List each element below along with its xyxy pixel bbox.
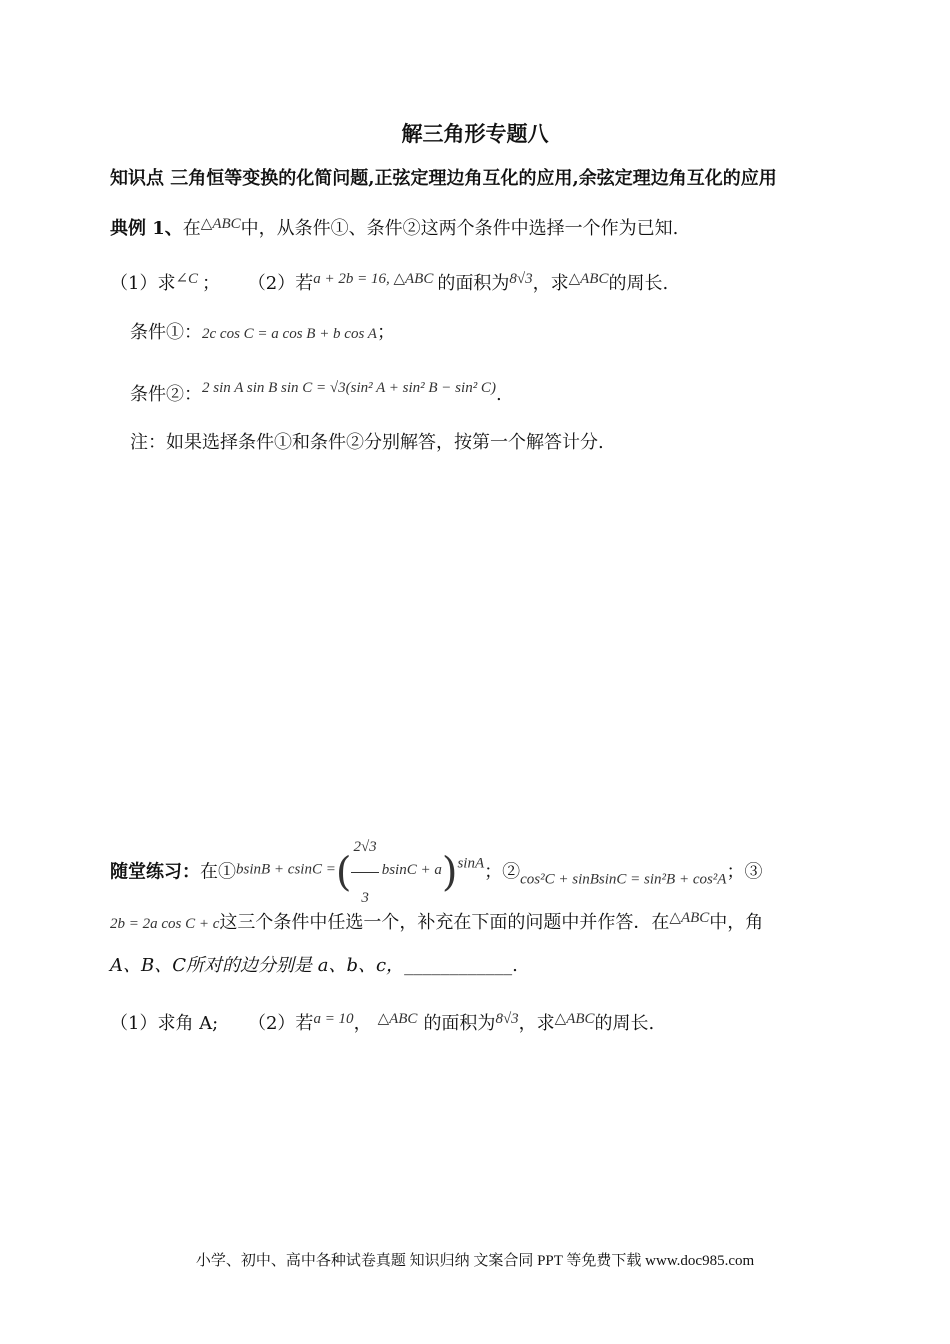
- condition-1-expr: 2c cos C = a cos B + b cos A: [202, 326, 377, 342]
- page-title: 解三角形专题八: [401, 121, 549, 146]
- text: 中，角: [709, 912, 764, 933]
- practice-line2: [110, 906, 763, 936]
- text: ，求: [532, 273, 569, 294]
- expr-2: cos²C + sinBsinC = sin²B + cos²A: [520, 871, 727, 888]
- knowledge-point: 知识点 三角恒等变换的化简问题,正弦定理边角互化的应用,余弦定理边角互化的应用: [110, 168, 777, 189]
- text: .: [512, 955, 518, 976]
- text: 在: [182, 218, 201, 239]
- practice-line3: [110, 954, 518, 978]
- q2-text: （2）若: [247, 273, 314, 294]
- text: 在①: [200, 861, 236, 883]
- triangle-abc: △ABC: [554, 1011, 595, 1027]
- expr-1a: bsinB + csinC =: [236, 861, 336, 878]
- text: ；: [376, 322, 395, 343]
- q1-text: （1）求角 A;: [110, 1013, 219, 1034]
- answer-blank: ____________: [404, 955, 513, 976]
- triangle-abc: △ABC: [568, 271, 609, 287]
- practice-questions: [110, 1007, 654, 1036]
- area-value: 8√3: [495, 1011, 519, 1027]
- footer-text: 小学、初中、高中各种试卷真题 知识归纳 文案合同 PPT 等免费下载 www.doc985.com: [195, 1253, 755, 1269]
- text: ；: [202, 273, 221, 294]
- condition-2-expr: 2 sin A sin B sin C = √3(sin² A + sin² B − sin² C): [202, 380, 496, 396]
- a-value: a = 10: [313, 1011, 354, 1027]
- note: 注：如果选择条件①和条件②分别解答，按第一个解答计分.: [130, 432, 604, 453]
- text: ；③: [726, 861, 763, 883]
- text: .: [495, 384, 502, 405]
- expr-3: 2b = 2a cos C + c: [110, 916, 220, 932]
- text: 的面积为: [423, 1013, 496, 1034]
- condition-2: [130, 376, 502, 407]
- text: ，: [353, 1013, 372, 1034]
- angle-c: ∠C: [175, 271, 199, 287]
- expr-1c: sinA: [457, 855, 485, 872]
- text: 这三个条件中任选一个，补充在下面的问题中并作答．在: [219, 912, 670, 933]
- right-paren: ): [441, 849, 458, 896]
- text: ，求: [518, 1013, 555, 1034]
- text: 中，从条件①、条件②这两个条件中选择一个作为已知.: [240, 218, 679, 239]
- expr-1b: bsinC + a: [381, 861, 442, 878]
- condition-1: [130, 321, 395, 346]
- left-paren: (: [335, 849, 352, 896]
- text: ；②: [484, 861, 521, 883]
- text: 的周长.: [608, 273, 669, 294]
- fraction-numerator: 2√3: [351, 822, 378, 873]
- text: A、B、C所对的边分别是 a、b、c，: [110, 955, 405, 976]
- triangle-abc: △ABC: [200, 216, 241, 232]
- text: 的面积为: [437, 273, 510, 294]
- condition-2-label: 条件②：: [130, 384, 202, 405]
- fraction-denominator: 3: [361, 890, 369, 906]
- example1-intro: [110, 212, 678, 241]
- text: 的周长.: [594, 1013, 655, 1034]
- q1-text: （1）求: [110, 273, 176, 294]
- example1-label: 典例 1、: [110, 218, 183, 239]
- example1-questions: [110, 267, 668, 296]
- practice-label: 随堂练习：: [110, 861, 200, 883]
- q2-text: （2）若: [247, 1013, 314, 1034]
- triangle-abc: △ABC: [669, 910, 710, 926]
- triangle-abc: △ABC: [377, 1011, 418, 1027]
- condition-expr: a + 2b = 16, △ABC: [313, 271, 434, 287]
- condition-1-label: 条件①：: [130, 322, 202, 343]
- area-value: 8√3: [509, 271, 533, 287]
